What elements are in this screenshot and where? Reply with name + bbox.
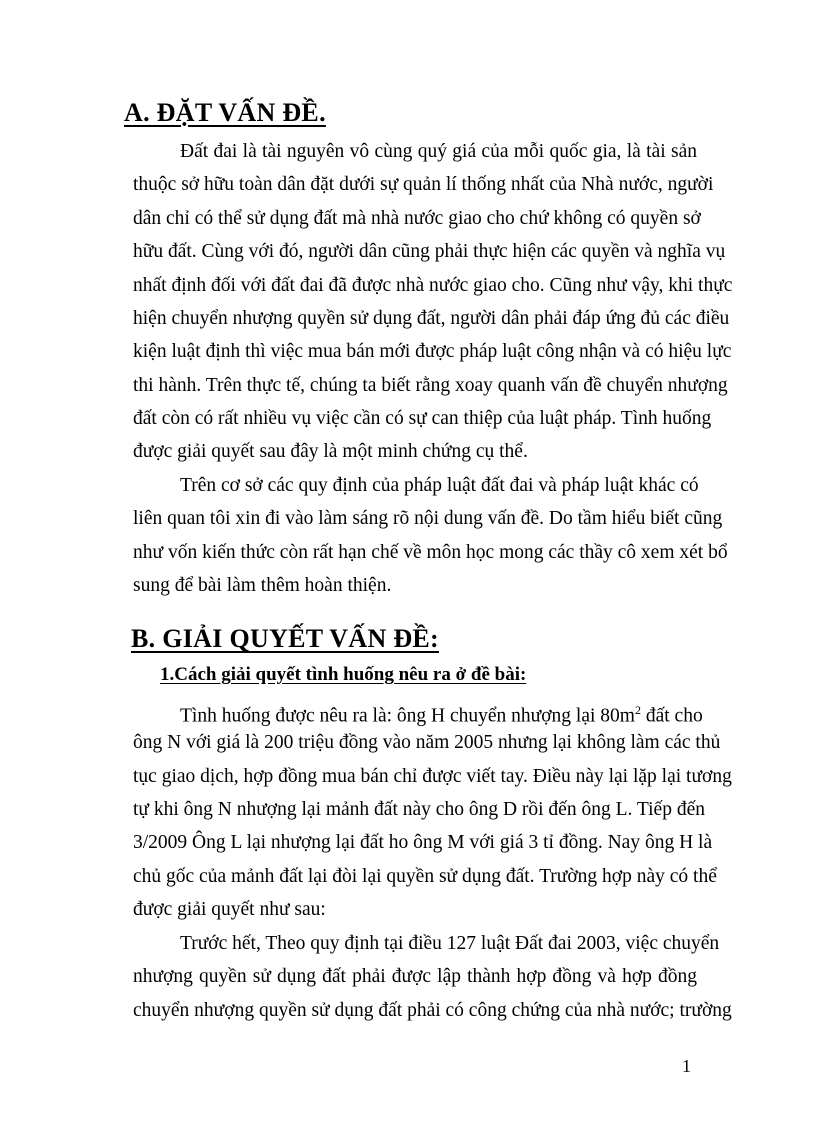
text-line: ông N với giá là 200 triệu đồng vào năm 2005 nhưng lại không làm các thủ: [133, 732, 721, 753]
section-b-heading: B. GIẢI QUYẾT VẤN ĐỀ:: [131, 624, 440, 653]
text-line: tự khi ông N nhượng lại mảnh đất này cho ông D rồi đến ông L. Tiếp đến: [133, 799, 705, 820]
text-fragment: đất cho: [640, 705, 703, 727]
text-line: được giải quyết như sau:: [133, 899, 326, 920]
text-line: chuyển nhượng quyền sử dụng đất phải có công chứng của nhà nước; trường: [133, 1000, 732, 1021]
text-line: chủ gốc của mảnh đất lại đòi lại quyền sử dụng đất. Trường hợp này có thể: [133, 866, 717, 887]
subheading: 1.Cách giải quyết tình huống nêu ra ở đề bài:: [160, 664, 527, 685]
text-line: Trước hết, Theo quy định tại điều 127 luật Đất đai 2003, việc chuyển: [180, 933, 720, 954]
text-line: thuộc sở hữu toàn dân đặt dưới sự quản lí thống nhất của Nhà nước, người: [133, 174, 714, 195]
text-line: [180, 698, 703, 729]
text-line: hữu đất. Cùng với đó, người dân cũng phải thực hiện các quyền và nghĩa vụ: [133, 241, 726, 262]
text-line: thi hành. Trên thực tế, chúng ta biết rằng xoay quanh vấn đề chuyển nhượng: [133, 375, 728, 396]
text-line: liên quan tôi xin đi vào làm sáng rõ nội dung vấn đề. Do tầm hiểu biết cũng: [133, 508, 723, 529]
text-line: sung để bài làm thêm hoàn thiện.: [133, 575, 392, 596]
text-fragment: Tình huống được nêu ra là: ông H chuyển nhượng lại 80m: [180, 705, 635, 727]
text-line: như vốn kiến thức còn rất hạn chế về môn học mong các thầy cô xem xét bổ: [133, 542, 728, 563]
text-line: nhượng quyền sử dụng đất phải được lập thành hợp đồng và hợp đồng: [133, 966, 697, 987]
section-a-heading: A. ĐẶT VẤN ĐỀ.: [124, 98, 326, 127]
text-line: dân chỉ có thể sử dụng đất mà nhà nước giao cho chứ không có quyền sở: [133, 208, 701, 229]
page-number: 1: [682, 1056, 691, 1076]
text-line: nhất định đối với đất đai đã được nhà nước giao cho. Cũng như vậy, khi thực: [133, 275, 733, 296]
text-line: hiện chuyển nhượng quyền sử dụng đất, người dân phải đáp ứng đủ các điều: [133, 308, 730, 329]
text-line: 3/2009 Ông L lại nhượng lại đất ho ông M với giá 3 tỉ đồng. Nay ông H là: [133, 832, 713, 853]
text-line: Đất đai là tài nguyên vô cùng quý giá của mỗi quốc gia, là tài sản: [180, 141, 697, 162]
text-line: kiện luật định thì việc mua bán mới được pháp luật công nhận và có hiệu lực: [133, 341, 732, 362]
superscript: 2: [634, 703, 641, 717]
text-line: Trên cơ sở các quy định của pháp luật đất đai và pháp luật khác có: [180, 475, 699, 496]
text-line: đất còn có rất nhiều vụ việc cần có sự can thiệp của luật pháp. Tình huống: [133, 408, 712, 429]
text-line: tục giao dịch, hợp đồng mua bán chỉ được viết tay. Điều này lại lặp lại tương: [133, 766, 732, 787]
text-line: được giải quyết sau đây là một minh chứng cụ thể.: [133, 441, 528, 462]
